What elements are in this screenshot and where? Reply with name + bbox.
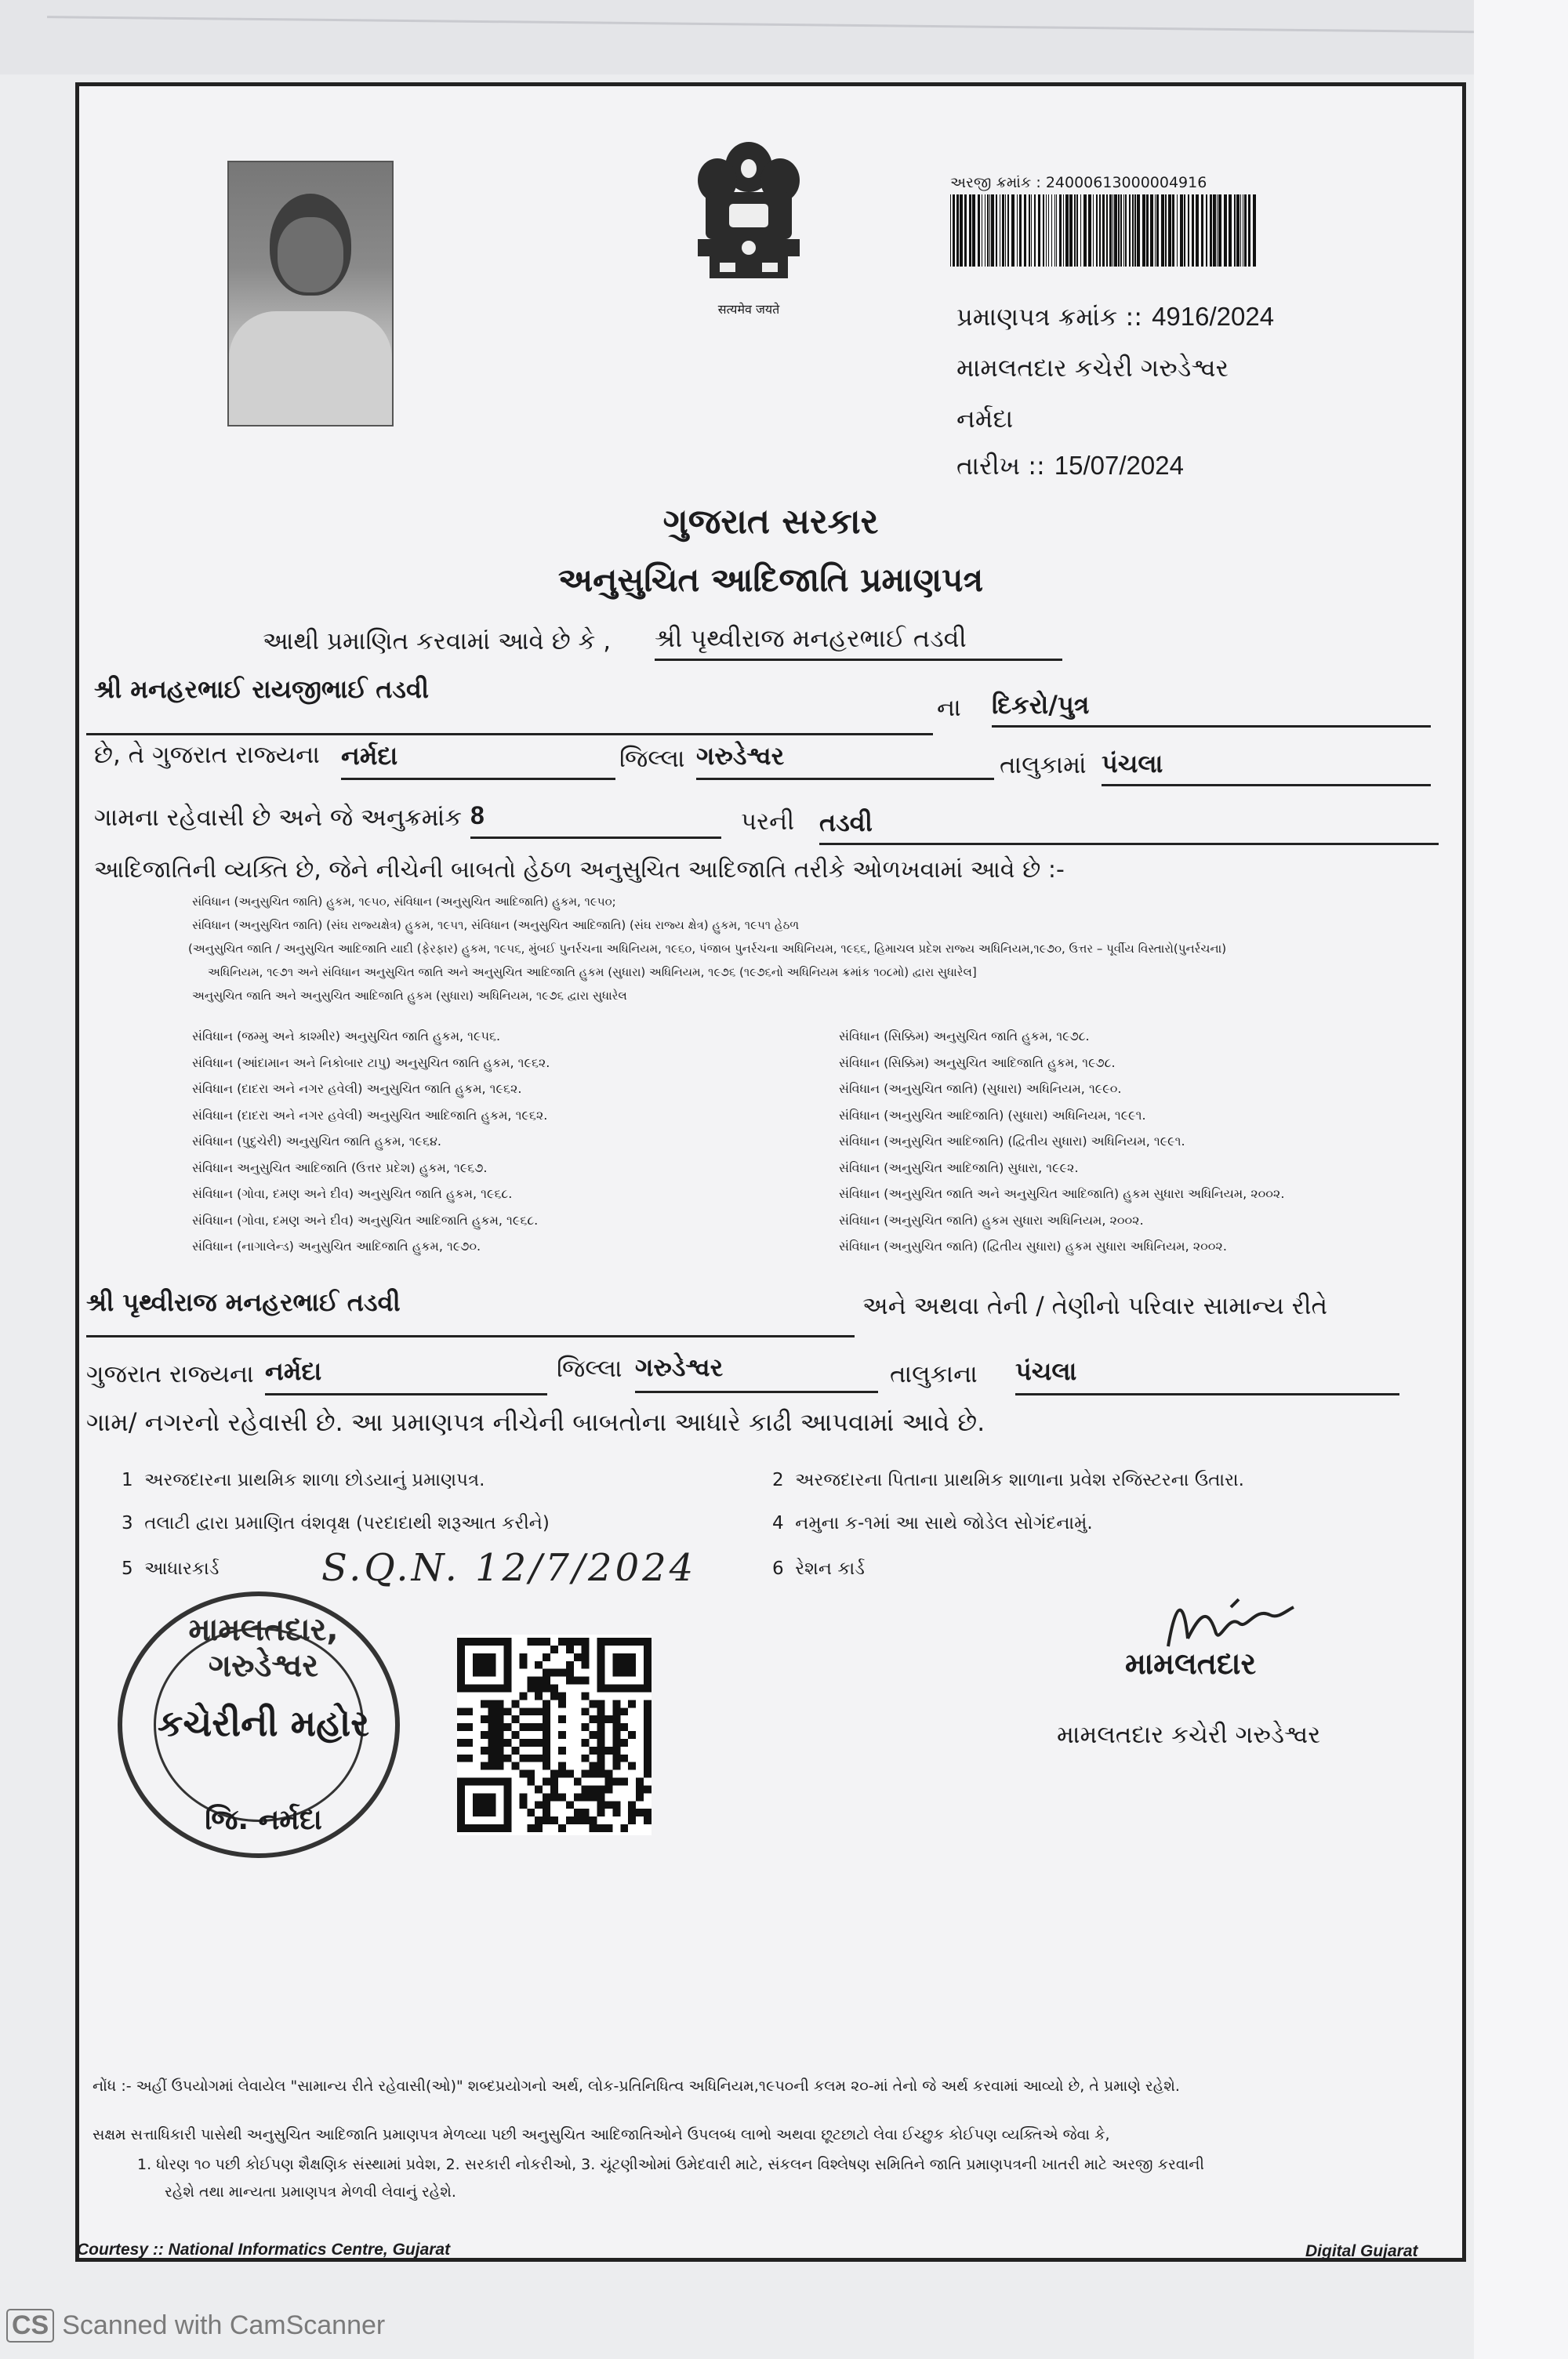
signatory-office: મામલતદાર કચેરી ગરુડેશ્વર (1057, 1721, 1321, 1749)
taluka2-value: ગરુડેશ્વર (635, 1352, 878, 1393)
orders-right-list (839, 1023, 1450, 1260)
issue-date-row (956, 451, 1184, 481)
list-item: સંવિધાન (સિક્કિમ) અનુસુચિત જાતિ હુકમ, ૧૯૭૮. (839, 1029, 1090, 1043)
district-value: નર્મદા (341, 741, 615, 780)
note-line: 1. ધોરણ ૧૦ પછી કોઈપણ શૈક્ષણિક સંસ્થામાં પ્રવેશ, 2. સરકારી નોકરીઓ, 3. ચૂંટણીઓમાં ઉમેદવારી માટે, સંકલન વિશ્લેષણ સમિતિને જાતિ પ્રમાણપત્રની ખાતરી માટે અરજી કરવાની (137, 2156, 1204, 2173)
orders-left-list (192, 1023, 819, 1260)
document-item: 2 અરજદારના પિતાના પ્રાથમિક શાળાના પ્રવેશ રજિસ્ટરના ઉતારા. (772, 1470, 1244, 1490)
basis-text: ગામ/ નગરનો રહેવાસી છે. આ પ્રમાણપત્ર નીચેની બાબતોના આધારે કાઢી આપવામાં આવે છે. (86, 1407, 985, 1437)
handwritten-note: S.Q.N. 12/7/2024 (321, 1546, 697, 1590)
scanner-watermark (6, 2309, 385, 2343)
issue-date: 15/07/2024 (1054, 451, 1184, 480)
order-intro-line: અધિનિયમ, ૧૯૭૧ અને સંવિધાન અનુસુચિત જાતિ અને અનુસુચિત આદિજાતિ હુકમ (સુધારા) અધિનિયમ, ૧૯૭૬ (૧૯૭૬નો અધિનિયમ ક્રમાંક ૧૦૮મો) દ્વારા સુધારેલ] (208, 965, 977, 979)
list-item: સંવિધાન અનુસુચિત આદિજાતિ (ઉત્તર પ્રદેશ) હુકમ, ૧૯૬૭. (192, 1160, 488, 1175)
district2-value: નર્મદા (265, 1356, 547, 1395)
list-item: સંવિધાન (દાદરા અને નગર હવેલી) અનુસુચિત આદિજાતિ હુકમ, ૧૯૬૨. (192, 1107, 548, 1123)
list-item: સંવિધાન (ગોવા, દમણ અને દીવ) અનુસુચિત જાતિ હુકમ, ૧૯૬૮. (192, 1186, 513, 1201)
applicant-name-repeat: શ્રી પૃથ્વીરાજ મનહરભાઈ તડવી (86, 1287, 855, 1337)
footer-courtesy: Courtesy :: National Informatics Centre, Gujarat (77, 2241, 451, 2259)
tribe-serial-number: 8 (470, 801, 721, 839)
note-line: રહેશે તથા માન્યતા પ્રમાણપત્ર મેળવી લેવાનું રહેશે. (165, 2183, 456, 2201)
applicant-photo (227, 161, 394, 426)
list-item: સંવિધાન (અનુસુચિત જાતિ) (સુધારા) અધિનિયમ, ૧૯૯૦. (839, 1081, 1122, 1096)
scan-fold-shadow (0, 0, 1568, 74)
national-emblem-icon (682, 137, 815, 294)
list-item: સંવિધાન (પુદુચેરી) અનુસુચિત જાતિ હુકમ, ૧૯૬૪. (192, 1134, 441, 1149)
certificate-number-row (956, 302, 1274, 332)
parni-text: પરની (741, 808, 795, 836)
father-name: શ્રી મનહરભાઈ રાયજીભાઈ તડવી (94, 674, 430, 704)
order-intro-line: સંવિધાન (અનુસુચિત જાતિ) હુકમ, ૧૯૫૦, સંવિધાન (અનુસુચિત આદિજાતિ) હુકમ, ૧૯૫૦; (192, 895, 616, 909)
footer-brand: Digital Gujarat (1305, 2242, 1418, 2260)
list-item: સંવિધાન (અનુસુચિત આદિજાતિ) સુધારા, ૧૯૯૨. (839, 1160, 1079, 1175)
village-value: પંચલા (1102, 749, 1431, 786)
note-line: સક્ષમ સત્તાધિકારી પાસેથી અનુસુચિત આદિજાતિ પ્રમાણપત્ર મેળવ્યા પછી અનુસુચિત આદિજાતિઓને ઉપલબ્ધ લાભો અથવા છૂટછાટો લેવા ઈચ્છુક કોઈપણ વ્યક્તિએ જેવા કે, (93, 2126, 1110, 2143)
list-item: સંવિધાન (દાદરા અને નગર હવેલી) અનુસુચિત જાતિ હુકમ, ૧૯૬૨. (192, 1081, 522, 1096)
list-item: સંવિધાન (આંદામાન અને નિકોબાર ટાપુ) અનુસુચિત જાતિ હુકમ, ૧૯૬૨. (192, 1054, 550, 1070)
list-item: સંવિધાન (નાગાલેન્ડ) અનુસુચિત આદિજાતિ હુકમ, ૧૯૭૦. (192, 1239, 481, 1254)
signatory-title: મામલતદાર (1125, 1646, 1257, 1681)
resident-prefix: ગામના રહેવાસી છે અને જે અનુક્રમાંક (94, 804, 463, 832)
list-item: સંવિધાન (અનુસુચિત આદિજાતિ) (સુધારા) અધિનિયમ, ૧૯૯૧. (839, 1107, 1146, 1123)
document-item: 3 તલાટી દ્વારા પ્રમાણિત વંશવૃક્ષ (પરદાદાથી શરૂઆત કરીને) (122, 1513, 550, 1533)
applicant-name: શ્રી પૃથ્વીરાજ મનહરભાઈ તડવી (655, 623, 1062, 661)
relation: દિકરો/પુત્ર (992, 690, 1431, 728)
state-prefix: છે, તે ગુજરાત રાજ્યના (94, 741, 320, 769)
order-intro-line: અનુસુચિત જાતિ અને અનુસુચિત આદિજાતિ હુકમ (સુધારા) અધિનિયમ, ૧૯૭૬ દ્વારા સુધારેલ (192, 989, 627, 1003)
photo-face (278, 217, 343, 292)
scanner-text: Scanned with CamScanner (62, 2310, 386, 2340)
application-number: અરજી ક્રમાંક : 24000613000004916 (950, 174, 1207, 191)
qr-code (457, 1635, 652, 1835)
seal-bottom-text: જિ. નર્મદા (205, 1804, 322, 1836)
issuing-office: મામલતદાર કચેરી ગરુડેશ્વર (956, 353, 1229, 383)
emblem-motto: सत्यमेव जयते (717, 302, 780, 317)
orders-intro (188, 890, 1384, 1007)
intro-text: આથી પ્રમાણિત કરવામાં આવે છે કે , (263, 627, 612, 655)
district2-label: જિલ્લા (557, 1355, 622, 1383)
list-item: સંવિધાન (અનુસુચિત આદિજાતિ) (દ્વિતીય સુધારા) અધિનિયમ, ૧૯૯૧. (839, 1134, 1185, 1149)
list-item: સંવિધાન (જમ્મુ અને કાશ્મીર) અનુસુચિત જાતિ હુકમ, ૧૯૫૬. (192, 1029, 501, 1043)
document-item: 5 આધારકાર્ડ (122, 1559, 220, 1579)
certificate-title: અનુસુચિત આદિજાતિ પ્રમાણપત્ર (557, 561, 984, 599)
document-item: 6 રેશન કાર્ડ (772, 1559, 865, 1579)
family-text: અને અથવા તેની / તેણીનો પરિવાર સામાન્ય રીતે (862, 1292, 1328, 1320)
seal-top-text: મામલતદાર, ગરુડેશ્વર (188, 1612, 339, 1684)
document-item: 4 નમુના ક-૧માં આ સાથે જોડેલ સોગંદનામું. (772, 1513, 1093, 1533)
tribe-sentence: આદિજાતિની વ્યક્તિ છે, જેને નીચેની બાબતો હેઠળ અનુસુચિત આદિજાતિ તરીકે ઓળખવામાં આવે છે :- (94, 856, 1065, 884)
certificate-number: 4916/2024 (1152, 302, 1275, 331)
seal-middle-text: કચેરીની મહોર (157, 1702, 370, 1744)
note-line: નોંધ :- અહીં ઉપયોગમાં લેવાયેલ "સામાન્ય રીતે રહેવાસી(ઓ)" શબ્દપ્રયોગનો અર્થ, લોક-પ્રતિનિધિત્વ અધિનિયમ,૧૯૫૦ની કલમ ૨૦-માં તેનો જે અર્થ કરવામાં આવ્યો છે, તે પ્રમાણે રહેશે. (93, 2078, 1180, 2095)
order-intro-line: સંવિધાન (અનુસુચિત જાતિ) (સંઘ રાજ્યક્ષેત્ર) હુકમ, ૧૯૫૧, સંવિધાન (અનુસુચિત આદિજાતિ) (સંઘ રાજ્ય ક્ષેત્ર) હુકમ, ૧૯૫૧ હેઠળ (192, 918, 800, 932)
barcode (950, 194, 1260, 267)
office-seal (118, 1591, 400, 1858)
issue-date-label: તારીખ :: (956, 451, 1045, 481)
father-underline (86, 733, 933, 735)
village2-value: પંચલા (1015, 1356, 1399, 1395)
photo-shirt (229, 311, 392, 425)
taluka-label: તાલુકામાં (1000, 751, 1087, 779)
government-title: ગુજરાત સરકાર (662, 502, 879, 542)
issuing-district: નર્મદા (956, 404, 1014, 434)
taluka-value: ગરુડેશ્વર (696, 741, 994, 780)
certificate-number-label: પ્રમાણપત્ર ક્રમાંક :: (956, 302, 1143, 332)
list-item: સંવિધાન (અનુસુચિત જાતિ) હુકમ સુધારા અધિનિયમ, ૨૦૦૨. (839, 1212, 1144, 1228)
district-label: જિલ્લા (619, 745, 685, 773)
camscanner-logo: CS (6, 2309, 54, 2343)
list-item: સંવિધાન (ગોવા, દમણ અને દીવ) અનુસુચિત આદિજાતિ હુકમ, ૧૯૬૮. (192, 1212, 539, 1228)
document-item: 1 અરજદારના પ્રાથમિક શાળા છોડયાનું પ્રમાણપત્ર. (122, 1470, 485, 1490)
state2-prefix: ગુજરાત રાજ્યના (86, 1360, 254, 1388)
order-intro-line: (અનુસુચિત જાતિ / અનુસુચિત આદિજાતિ યાદી (ફેરફાર) હુકમ, ૧૯૫૬, મુંબઈ પુનર્રચના અધિનિયમ, ૧૯૬૦, પંજાબ પુનર્રચના અધિનિયમ, ૧૯૬૬, હિમાચલ પ્રદેશ રાજ્ય અધિનિયમ,૧૯૭૦, ઉત્તર – પૂર્વીય વિસ્તારો(પુનર્રચના) (188, 942, 1227, 956)
tribe-name: તડવી (819, 808, 1439, 845)
list-item: સંવિધાન (અનુસુચિત જાતિ) (દ્વિતીય સુધારા) હુકમ સુધારા અધિનિયમ, ૨૦૦૨. (839, 1239, 1227, 1254)
list-item: સંવિધાન (અનુસુચિત જાતિ અને અનુસુચિત આદિજાતિ) હુકમ સુધારા અધિનિયમ, ૨૦૦૨. (839, 1186, 1285, 1201)
na-text: ના (937, 694, 961, 722)
taluka2-label: તાલુકાના (890, 1360, 978, 1388)
list-item: સંવિધાન (સિક્કિમ) અનુસુચિત આદિજાતિ હુકમ, ૧૯૭૮. (839, 1054, 1116, 1070)
page-edge (1474, 0, 1568, 2359)
